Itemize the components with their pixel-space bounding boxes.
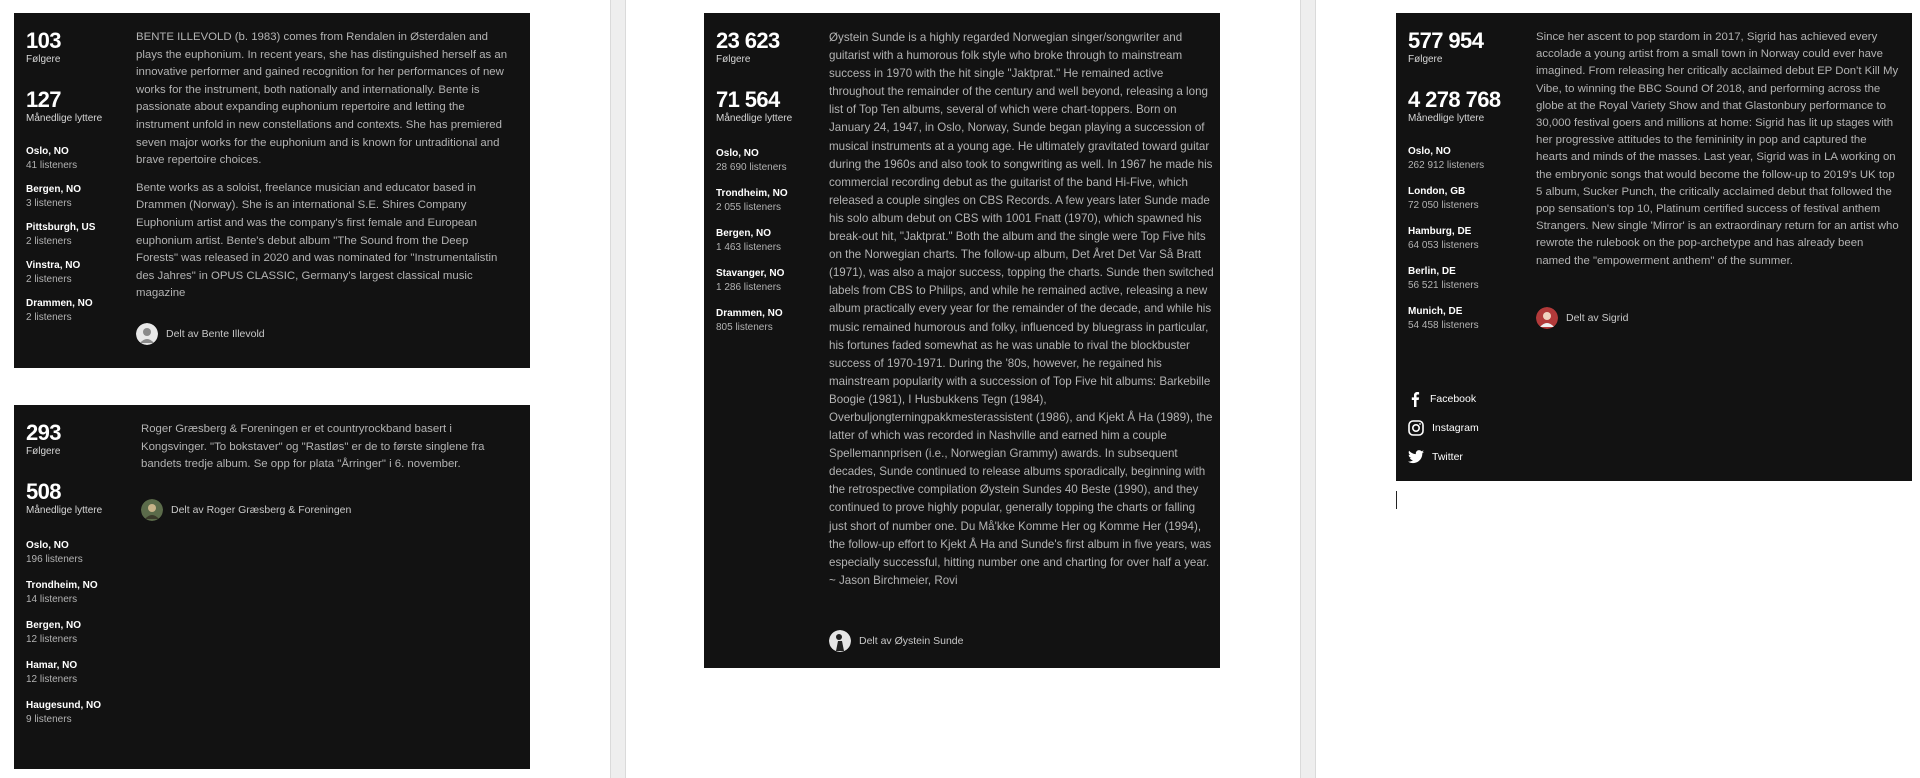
shared-by-label: Delt av Bente Illevold [166, 328, 265, 340]
city-item [26, 659, 127, 687]
column-divider-left [610, 0, 626, 778]
biography-paragraph: Bente works as a soloist, freelance musician and educator based in Drammen (Norway). She is an international S.E. Shires Company Euphonium artist and was the company's first female and European euphonium artist. Bente's debut album "The Sound from the Deep Forests" was released in 2020 and was nominated for "Instrumentalistin des Jahres" in OPUS CLASSIC, Germany's largest classical music magazine [136, 181, 498, 300]
social-link-label: Facebook [1430, 393, 1477, 405]
followers-stat [1408, 29, 1509, 66]
city-name: Oslo, NO [1408, 146, 1451, 157]
shared-by-label: Delt av Øystein Sunde [859, 635, 964, 647]
twitter-icon [1408, 450, 1424, 464]
city-listeners: 2 listeners [26, 274, 72, 285]
city-listeners: 805 listeners [716, 322, 773, 333]
city-item [26, 619, 127, 647]
biography-paragraph: BENTE ILLEVOLD (b. 1983) comes from Rendalen in Østerdalen and plays the euphonium. In recent years, she has distinguished herself as an innovative performer and gained recognition for her performances of new works for the instrument, both nationally and internationally. Bente is passionate about expanding euphonium repertoire and letting the instrument unfold in new constellations and contexts. She has premiered seven major works for the euphonium and is known for untraditional and brave repertoire choices. [136, 31, 508, 167]
city-listeners: 3 listeners [26, 198, 72, 209]
city-listeners: 1 286 listeners [716, 282, 782, 293]
monthly-listeners-label: Månedlige lyttere [26, 505, 103, 516]
city-name: Trondheim, NO [26, 580, 98, 591]
city-item [716, 307, 817, 335]
city-name: London, GB [1408, 186, 1466, 197]
city-item [716, 227, 817, 255]
monthly-listeners-count: 508 [26, 479, 61, 504]
city-listeners: 1 463 listeners [716, 242, 782, 253]
city-name: Bergen, NO [26, 620, 82, 631]
social-link-facebook[interactable] [1408, 390, 1479, 408]
artist-about-card-oystein-sunde [704, 13, 1220, 668]
city-item [1408, 265, 1509, 293]
city-name: Haugesund, NO [26, 700, 102, 711]
city-name: Drammen, NO [26, 298, 93, 309]
city-listeners: 54 458 listeners [1408, 320, 1479, 331]
shared-by-link[interactable] [829, 630, 963, 652]
monthly-listeners-count: 127 [26, 87, 61, 112]
city-name: Vinstra, NO [26, 260, 81, 271]
artist-about-card-roger-graesberg [14, 405, 530, 769]
column-divider-right [1300, 0, 1316, 778]
city-name: Berlin, DE [1408, 266, 1456, 277]
top-cities-list [26, 145, 127, 325]
city-listeners: 72 050 listeners [1408, 200, 1479, 211]
text-cursor [1396, 491, 1397, 509]
city-listeners: 2 055 listeners [716, 202, 782, 213]
followers-count: 103 [26, 28, 61, 53]
followers-count: 293 [26, 420, 61, 445]
artist-stats [14, 405, 139, 727]
artist-stats [1396, 13, 1521, 333]
monthly-listeners-stat [1408, 88, 1509, 125]
city-item [1408, 225, 1509, 253]
city-listeners: 2 listeners [26, 312, 72, 323]
shared-by-link[interactable] [141, 499, 351, 521]
city-listeners: 262 912 listeners [1408, 160, 1485, 171]
city-name: Oslo, NO [26, 146, 69, 157]
artist-biography [829, 29, 1214, 600]
city-listeners: 12 listeners [26, 634, 78, 645]
monthly-listeners-label: Månedlige lyttere [1408, 113, 1485, 124]
city-item [26, 221, 127, 249]
city-item [716, 267, 817, 295]
city-name: Hamburg, DE [1408, 226, 1472, 237]
city-item [1408, 305, 1509, 333]
social-link-twitter[interactable] [1408, 448, 1479, 466]
city-item [26, 259, 127, 287]
city-listeners: 9 listeners [26, 714, 72, 725]
city-listeners: 41 listeners [26, 160, 78, 171]
artist-biography [1536, 29, 1900, 280]
city-item [716, 187, 817, 215]
city-name: Bergen, NO [716, 228, 772, 239]
followers-count: 577 954 [1408, 28, 1484, 53]
monthly-listeners-label: Månedlige lyttere [26, 113, 103, 124]
monthly-listeners-stat [26, 480, 127, 517]
followers-stat [716, 29, 817, 66]
city-name: Drammen, NO [716, 308, 783, 319]
city-listeners: 56 521 listeners [1408, 280, 1479, 291]
avatar [141, 499, 163, 521]
city-listeners: 196 listeners [26, 554, 83, 565]
monthly-listeners-stat [26, 88, 127, 125]
monthly-listeners-count: 4 278 768 [1408, 87, 1501, 112]
city-listeners: 2 listeners [26, 236, 72, 247]
artist-stats [704, 13, 829, 335]
city-item [1408, 185, 1509, 213]
city-name: Trondheim, NO [716, 188, 788, 199]
city-name: Hamar, NO [26, 660, 78, 671]
followers-stat [26, 29, 127, 66]
avatar [829, 630, 851, 652]
city-name: Oslo, NO [26, 540, 69, 551]
city-item [26, 297, 127, 325]
biography-paragraph: Since her ascent to pop stardom in 2017, Sigrid has achieved every accolade a young artist from a small town in Norway could ever have imagined. From releasing her critically acclaimed debut EP Don't Kill My Vibe, to winning the BBC Sound Of 2018, and performing across the globe at the Royal Variety Show and that Glastonbury performance to 30,000 festival goers and millions at home: Sigrid has lit up stages with her progressive attitudes to the femininity in pop and captured the hearts and minds of the masses. Last year, Sigrid was in LA working on the embryonic songs that would become the follow-up to 2019's UK top 5 album, Sucker Punch, the critically acclaimed debut that followed the pop sensation's top 10, Platinum certified success of festival anthem Strangers. New single 'Mirror' is an extraordinary return for an artist who rewrote the rulebook on the pop-archetype and has already been named the "empowerment anthem" of the summer. [1536, 31, 1899, 267]
artist-about-card-sigrid [1396, 13, 1912, 481]
city-item [26, 699, 127, 727]
followers-label: Følgere [1408, 54, 1443, 65]
monthly-listeners-label: Månedlige lyttere [716, 113, 793, 124]
instagram-icon [1408, 420, 1424, 436]
city-item [26, 539, 127, 567]
followers-label: Følgere [716, 54, 751, 65]
facebook-icon [1408, 391, 1422, 407]
monthly-listeners-stat [716, 88, 817, 125]
city-item [26, 579, 127, 607]
artist-biography [136, 29, 510, 313]
city-listeners: 12 listeners [26, 674, 78, 685]
followers-label: Følgere [26, 446, 61, 457]
biography-paragraph: Øystein Sunde is a highly regarded Norwegian singer/songwriter and guitarist with a humorous folk style who broke through to mainstream success in 1970 with the hit single "Jaktprat." He remained active throughout the remainder of the century and well beyond, releasing a long list of Top Ten albums, several of which were chart-toppers. Born on January 24, 1947, in Oslo, Norway, Sunde began playing a succession of musical instruments at a young age. He ultimately gravitated toward guitar during the 1960s and also took to songwriting as well. In 1967 he made his commercial recording debut as the guitarist of the band Hi-Five, which released a couple singles on CBS Records. A few years later Sunde made his solo album debut on CBS with 1001 Fnatt (1970), which spawned his break-out hit, "Jaktprat." Both the album and the single were Top Five hits on the Norwegian charts. The follow-up album, Det Året Det Var Så Bratt (1971), was also a major success, topping the charts. Sunde then switched labels from CBS to Philips, and while he remained active, releasing a new album practically every year for the remainder of the decade, and while his music remained humorous and folky, influenced by bluegrass in particular, his fortunes faded somewhat as he was unable to rival the blockbuster success of 1970-1971. During the '80s, however, he regained his mainstream popularity with a succession of Top Five hit albums: Barkebille Boogie (1981), I Husbukkens Tegn (1984), Overbuljongterningpakkmesterassistent (1986), and Kjekt Å Ha (1989), the latter of which was recorded in Nashville and earned him a couple Spellemannprisen (i.e., Norwegian Grammy) awards. In subsequent decades, Sunde continued to release albums sporadically, beginning with the retrospective compilation Øystein Sundes 40 Beste (1990), and they continued to prove highly popular, generally topping the charts or falling just short of number one. Du Må'kke Komme Her og Komme Her (1994), the follow-up effort to Kjekt Å Ha and Sunde's first album in five years, was especially successful, hitting number one and charting for over half a year. ~ Jason Birchmeier, Rovi [829, 31, 1214, 587]
top-cities-list [26, 539, 127, 727]
shared-by-label: Delt av Sigrid [1566, 312, 1629, 324]
city-listeners: 64 053 listeners [1408, 240, 1479, 251]
biography-paragraph: Roger Græsberg & Foreningen er et countryrockband basert i Kongsvinger. "To bokstaver" og "Rastløs" er de to første singlene fra bandets tredje album. Se opp for plata "Årringer" i 6. november. [141, 423, 485, 471]
city-item [26, 183, 127, 211]
social-link-label: Instagram [1432, 422, 1479, 434]
city-name: Oslo, NO [716, 148, 759, 159]
shared-by-label: Delt av Roger Græsberg & Foreningen [171, 504, 352, 516]
avatar [136, 323, 158, 345]
avatar [1536, 307, 1558, 329]
city-name: Pittsburgh, US [26, 222, 96, 233]
city-item [1408, 145, 1509, 173]
artist-biography [141, 421, 513, 484]
city-name: Bergen, NO [26, 184, 82, 195]
followers-stat [26, 421, 127, 458]
city-name: Stavanger, NO [716, 268, 785, 279]
city-listeners: 14 listeners [26, 594, 78, 605]
social-link-label: Twitter [1432, 451, 1463, 463]
shared-by-link[interactable] [136, 323, 265, 345]
monthly-listeners-count: 71 564 [716, 87, 780, 112]
top-cities-list [716, 147, 817, 335]
city-item [716, 147, 817, 175]
social-link-instagram[interactable] [1408, 419, 1479, 437]
artist-about-card-bente-illevold [14, 13, 530, 368]
city-name: Munich, DE [1408, 306, 1463, 317]
social-links [1408, 390, 1479, 477]
top-cities-list [1408, 145, 1509, 333]
followers-label: Følgere [26, 54, 61, 65]
shared-by-link[interactable] [1536, 307, 1628, 329]
followers-count: 23 623 [716, 28, 780, 53]
city-listeners: 28 690 listeners [716, 162, 787, 173]
city-item [26, 145, 127, 173]
artist-stats [14, 13, 139, 325]
